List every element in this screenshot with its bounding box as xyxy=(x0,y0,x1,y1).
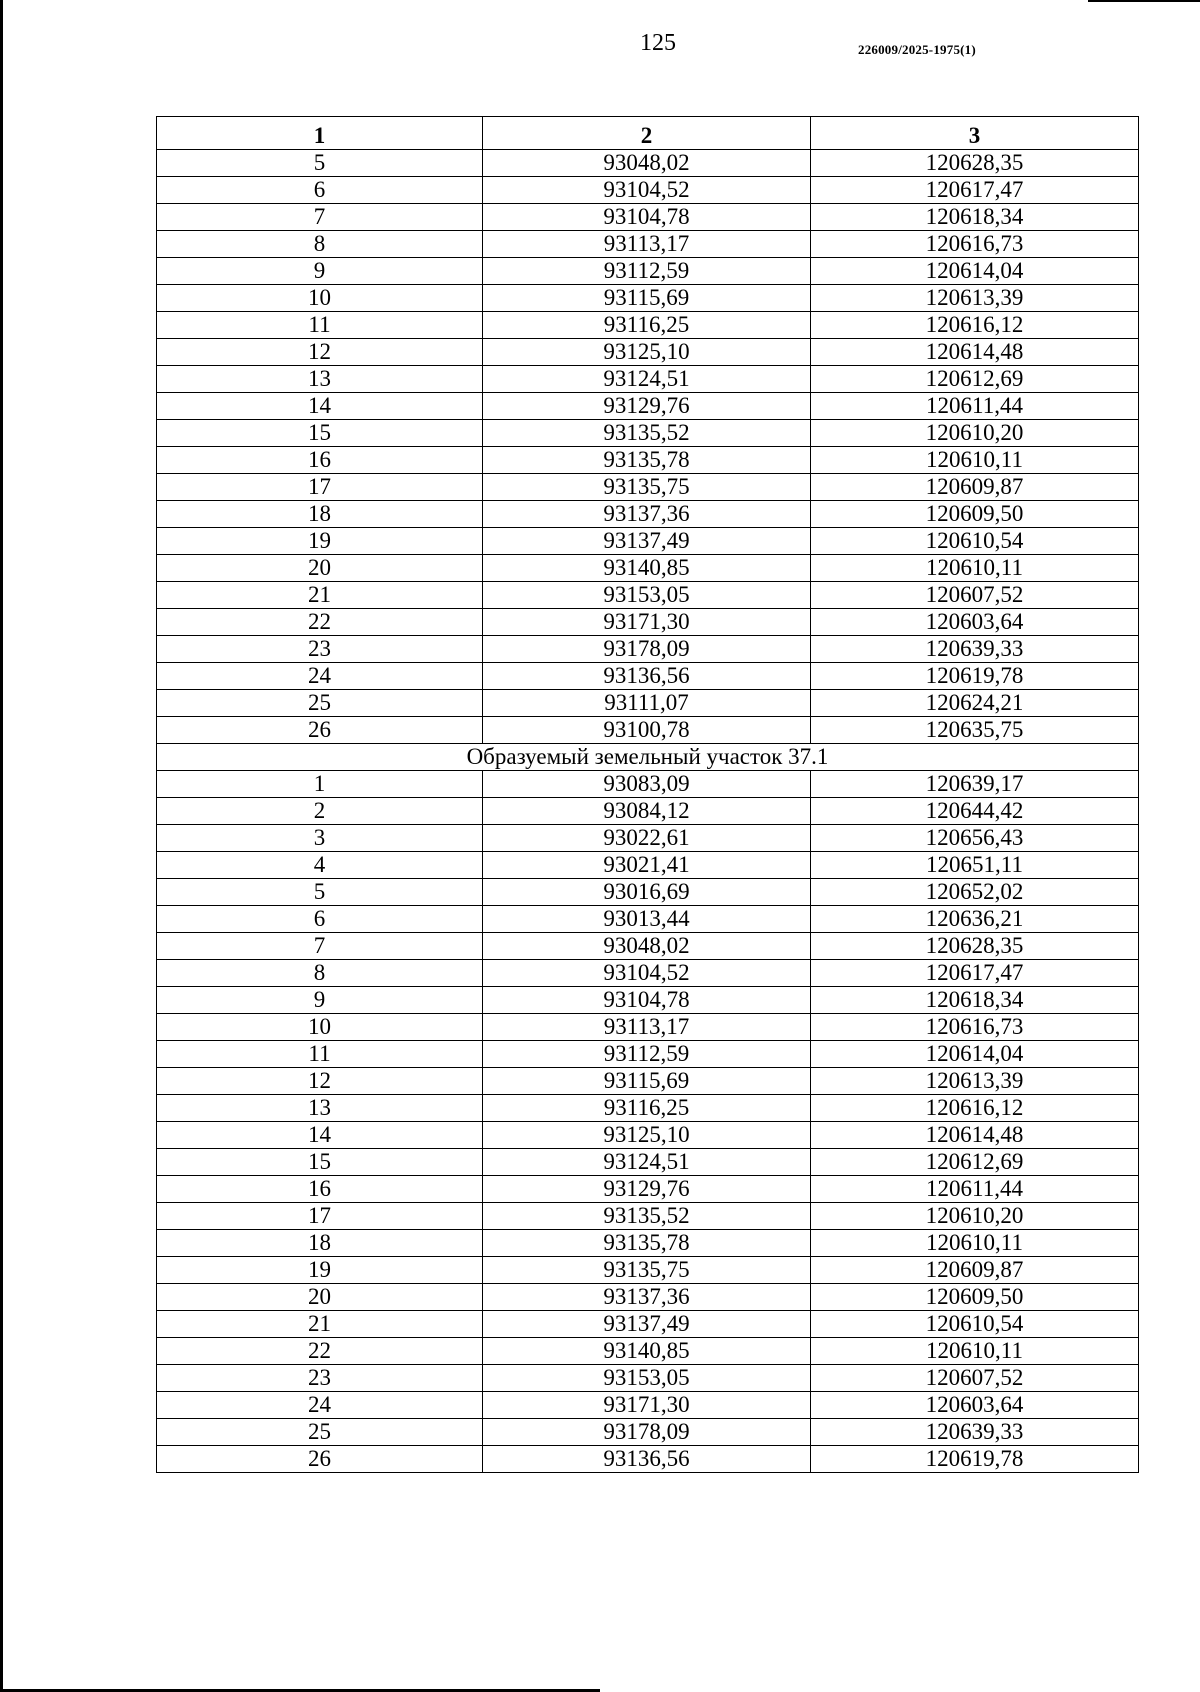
table-row xyxy=(157,1446,1139,1473)
point-number-cell: 17 xyxy=(157,474,483,501)
y-coordinate-cell: 120636,21 xyxy=(811,906,1139,933)
y-coordinate-cell: 120617,47 xyxy=(811,177,1139,204)
y-coordinate-cell: 120614,04 xyxy=(811,258,1139,285)
y-coordinate-cell: 120610,11 xyxy=(811,1230,1139,1257)
x-coordinate-cell: 93083,09 xyxy=(483,771,811,798)
column-header-2: 2 xyxy=(483,117,811,150)
table-row xyxy=(157,555,1139,582)
table-row xyxy=(157,1338,1139,1365)
point-number-cell: 19 xyxy=(157,528,483,555)
y-coordinate-cell: 120610,54 xyxy=(811,1311,1139,1338)
x-coordinate-cell: 93171,30 xyxy=(483,609,811,636)
y-coordinate-cell: 120619,78 xyxy=(811,1446,1139,1473)
x-coordinate-cell: 93104,78 xyxy=(483,204,811,231)
x-coordinate-cell: 93140,85 xyxy=(483,1338,811,1365)
point-number-cell: 16 xyxy=(157,1176,483,1203)
y-coordinate-cell: 120616,73 xyxy=(811,231,1139,258)
y-coordinate-cell: 120612,69 xyxy=(811,366,1139,393)
x-coordinate-cell: 93104,52 xyxy=(483,177,811,204)
point-number-cell: 5 xyxy=(157,150,483,177)
table-row xyxy=(157,1149,1139,1176)
column-header-1: 1 xyxy=(157,117,483,150)
x-coordinate-cell: 93104,78 xyxy=(483,987,811,1014)
point-number-cell: 9 xyxy=(157,258,483,285)
x-coordinate-cell: 93135,75 xyxy=(483,474,811,501)
x-coordinate-cell: 93016,69 xyxy=(483,879,811,906)
point-number-cell: 26 xyxy=(157,1446,483,1473)
table-row xyxy=(157,1095,1139,1122)
point-number-cell: 23 xyxy=(157,636,483,663)
table-row xyxy=(157,312,1139,339)
x-coordinate-cell: 93137,49 xyxy=(483,528,811,555)
point-number-cell: 12 xyxy=(157,1068,483,1095)
point-number-cell: 14 xyxy=(157,393,483,420)
point-number-cell: 13 xyxy=(157,1095,483,1122)
table-row xyxy=(157,1365,1139,1392)
table-row xyxy=(157,393,1139,420)
table-row xyxy=(157,1311,1139,1338)
table-row xyxy=(157,258,1139,285)
table-row xyxy=(157,150,1139,177)
y-coordinate-cell: 120616,12 xyxy=(811,312,1139,339)
point-number-cell: 8 xyxy=(157,231,483,258)
x-coordinate-cell: 93084,12 xyxy=(483,798,811,825)
y-coordinate-cell: 120612,69 xyxy=(811,1149,1139,1176)
x-coordinate-cell: 93178,09 xyxy=(483,1419,811,1446)
y-coordinate-cell: 120619,78 xyxy=(811,663,1139,690)
point-number-cell: 4 xyxy=(157,852,483,879)
table-row xyxy=(157,1284,1139,1311)
x-coordinate-cell: 93013,44 xyxy=(483,906,811,933)
x-coordinate-cell: 93125,10 xyxy=(483,339,811,366)
y-coordinate-cell: 120628,35 xyxy=(811,150,1139,177)
y-coordinate-cell: 120610,11 xyxy=(811,1338,1139,1365)
y-coordinate-cell: 120613,39 xyxy=(811,285,1139,312)
table-row xyxy=(157,447,1139,474)
x-coordinate-cell: 93171,30 xyxy=(483,1392,811,1419)
point-number-cell: 19 xyxy=(157,1257,483,1284)
point-number-cell: 2 xyxy=(157,798,483,825)
x-coordinate-cell: 93124,51 xyxy=(483,366,811,393)
y-coordinate-cell: 120628,35 xyxy=(811,933,1139,960)
point-number-cell: 1 xyxy=(157,771,483,798)
y-coordinate-cell: 120639,33 xyxy=(811,1419,1139,1446)
point-number-cell: 18 xyxy=(157,501,483,528)
point-number-cell: 24 xyxy=(157,663,483,690)
table-row xyxy=(157,987,1139,1014)
table-row xyxy=(157,366,1139,393)
table-header-row xyxy=(157,117,1139,150)
y-coordinate-cell: 120651,11 xyxy=(811,852,1139,879)
table-row xyxy=(157,1392,1139,1419)
point-number-cell: 3 xyxy=(157,825,483,852)
point-number-cell: 9 xyxy=(157,987,483,1014)
table-row xyxy=(157,1257,1139,1284)
x-coordinate-cell: 93125,10 xyxy=(483,1122,811,1149)
y-coordinate-cell: 120614,48 xyxy=(811,339,1139,366)
x-coordinate-cell: 93135,78 xyxy=(483,1230,811,1257)
table-row xyxy=(157,474,1139,501)
y-coordinate-cell: 120614,48 xyxy=(811,1122,1139,1149)
point-number-cell: 7 xyxy=(157,204,483,231)
table-row xyxy=(157,933,1139,960)
x-coordinate-cell: 93137,49 xyxy=(483,1311,811,1338)
x-coordinate-cell: 93137,36 xyxy=(483,1284,811,1311)
y-coordinate-cell: 120609,87 xyxy=(811,1257,1139,1284)
y-coordinate-cell: 120610,11 xyxy=(811,447,1139,474)
x-coordinate-cell: 93048,02 xyxy=(483,933,811,960)
point-number-cell: 10 xyxy=(157,285,483,312)
point-number-cell: 15 xyxy=(157,1149,483,1176)
y-coordinate-cell: 120613,39 xyxy=(811,1068,1139,1095)
x-coordinate-cell: 93115,69 xyxy=(483,1068,811,1095)
y-coordinate-cell: 120610,11 xyxy=(811,555,1139,582)
page-number: 125 xyxy=(640,30,676,56)
point-number-cell: 21 xyxy=(157,1311,483,1338)
point-number-cell: 5 xyxy=(157,879,483,906)
scan-top-edge xyxy=(1088,0,1200,2)
document-code: 226009/2025-1975(1) xyxy=(858,42,976,57)
table-row xyxy=(157,285,1139,312)
point-number-cell: 6 xyxy=(157,906,483,933)
point-number-cell: 13 xyxy=(157,366,483,393)
x-coordinate-cell: 93116,25 xyxy=(483,1095,811,1122)
table-row xyxy=(157,528,1139,555)
table-row xyxy=(157,906,1139,933)
y-coordinate-cell: 120610,20 xyxy=(811,1203,1139,1230)
point-number-cell: 8 xyxy=(157,960,483,987)
x-coordinate-cell: 93104,52 xyxy=(483,960,811,987)
y-coordinate-cell: 120644,42 xyxy=(811,798,1139,825)
y-coordinate-cell: 120639,17 xyxy=(811,771,1139,798)
table-row xyxy=(157,879,1139,906)
y-coordinate-cell: 120639,33 xyxy=(811,636,1139,663)
point-number-cell: 26 xyxy=(157,717,483,744)
x-coordinate-cell: 93135,78 xyxy=(483,447,811,474)
x-coordinate-cell: 93115,69 xyxy=(483,285,811,312)
x-coordinate-cell: 93140,85 xyxy=(483,555,811,582)
x-coordinate-cell: 93153,05 xyxy=(483,1365,811,1392)
table-row xyxy=(157,1122,1139,1149)
table-row xyxy=(157,663,1139,690)
table-row xyxy=(157,501,1139,528)
y-coordinate-cell: 120603,64 xyxy=(811,609,1139,636)
y-coordinate-cell: 120635,75 xyxy=(811,717,1139,744)
table-row xyxy=(157,960,1139,987)
y-coordinate-cell: 120609,50 xyxy=(811,501,1139,528)
point-number-cell: 18 xyxy=(157,1230,483,1257)
x-coordinate-cell: 93021,41 xyxy=(483,852,811,879)
coordinates-table-body xyxy=(157,117,1139,1473)
coordinates-table xyxy=(156,116,1139,1473)
point-number-cell: 24 xyxy=(157,1392,483,1419)
table-row xyxy=(157,582,1139,609)
x-coordinate-cell: 93100,78 xyxy=(483,717,811,744)
y-coordinate-cell: 120624,21 xyxy=(811,690,1139,717)
y-coordinate-cell: 120610,20 xyxy=(811,420,1139,447)
x-coordinate-cell: 93113,17 xyxy=(483,1014,811,1041)
table-row xyxy=(157,1230,1139,1257)
point-number-cell: 16 xyxy=(157,447,483,474)
table-row xyxy=(157,825,1139,852)
y-coordinate-cell: 120607,52 xyxy=(811,1365,1139,1392)
column-header-3: 3 xyxy=(811,117,1139,150)
table-row xyxy=(157,1041,1139,1068)
point-number-cell: 11 xyxy=(157,1041,483,1068)
y-coordinate-cell: 120616,73 xyxy=(811,1014,1139,1041)
table-row xyxy=(157,636,1139,663)
x-coordinate-cell: 93113,17 xyxy=(483,231,811,258)
x-coordinate-cell: 93129,76 xyxy=(483,1176,811,1203)
x-coordinate-cell: 93111,07 xyxy=(483,690,811,717)
y-coordinate-cell: 120614,04 xyxy=(811,1041,1139,1068)
point-number-cell: 25 xyxy=(157,690,483,717)
table-row xyxy=(157,420,1139,447)
x-coordinate-cell: 93135,52 xyxy=(483,1203,811,1230)
y-coordinate-cell: 120656,43 xyxy=(811,825,1139,852)
y-coordinate-cell: 120609,87 xyxy=(811,474,1139,501)
x-coordinate-cell: 93136,56 xyxy=(483,663,811,690)
point-number-cell: 14 xyxy=(157,1122,483,1149)
point-number-cell: 17 xyxy=(157,1203,483,1230)
x-coordinate-cell: 93129,76 xyxy=(483,393,811,420)
point-number-cell: 25 xyxy=(157,1419,483,1446)
y-coordinate-cell: 120611,44 xyxy=(811,1176,1139,1203)
table-row xyxy=(157,717,1139,744)
table-row xyxy=(157,177,1139,204)
point-number-cell: 15 xyxy=(157,420,483,447)
y-coordinate-cell: 120652,02 xyxy=(811,879,1139,906)
y-coordinate-cell: 120617,47 xyxy=(811,960,1139,987)
y-coordinate-cell: 120609,50 xyxy=(811,1284,1139,1311)
table-row xyxy=(157,690,1139,717)
section-row xyxy=(157,744,1139,771)
x-coordinate-cell: 93022,61 xyxy=(483,825,811,852)
x-coordinate-cell: 93112,59 xyxy=(483,258,811,285)
table-row xyxy=(157,1176,1139,1203)
table-row xyxy=(157,798,1139,825)
y-coordinate-cell: 120607,52 xyxy=(811,582,1139,609)
x-coordinate-cell: 93135,75 xyxy=(483,1257,811,1284)
x-coordinate-cell: 93153,05 xyxy=(483,582,811,609)
point-number-cell: 11 xyxy=(157,312,483,339)
point-number-cell: 20 xyxy=(157,1284,483,1311)
y-coordinate-cell: 120616,12 xyxy=(811,1095,1139,1122)
y-coordinate-cell: 120611,44 xyxy=(811,393,1139,420)
y-coordinate-cell: 120603,64 xyxy=(811,1392,1139,1419)
x-coordinate-cell: 93136,56 xyxy=(483,1446,811,1473)
x-coordinate-cell: 93135,52 xyxy=(483,420,811,447)
point-number-cell: 7 xyxy=(157,933,483,960)
table-row xyxy=(157,1419,1139,1446)
table-row xyxy=(157,609,1139,636)
y-coordinate-cell: 120618,34 xyxy=(811,204,1139,231)
x-coordinate-cell: 93116,25 xyxy=(483,312,811,339)
table-row xyxy=(157,231,1139,258)
point-number-cell: 22 xyxy=(157,1338,483,1365)
table-row xyxy=(157,1068,1139,1095)
x-coordinate-cell: 93048,02 xyxy=(483,150,811,177)
y-coordinate-cell: 120610,54 xyxy=(811,528,1139,555)
point-number-cell: 23 xyxy=(157,1365,483,1392)
point-number-cell: 10 xyxy=(157,1014,483,1041)
table-row xyxy=(157,339,1139,366)
x-coordinate-cell: 93112,59 xyxy=(483,1041,811,1068)
x-coordinate-cell: 93178,09 xyxy=(483,636,811,663)
table-row xyxy=(157,852,1139,879)
point-number-cell: 6 xyxy=(157,177,483,204)
table-row xyxy=(157,204,1139,231)
table-row xyxy=(157,771,1139,798)
scan-left-edge xyxy=(0,0,3,1692)
y-coordinate-cell: 120618,34 xyxy=(811,987,1139,1014)
section-title: Образуемый земельный участок 37.1 xyxy=(157,744,1139,771)
point-number-cell: 22 xyxy=(157,609,483,636)
table-row xyxy=(157,1203,1139,1230)
x-coordinate-cell: 93124,51 xyxy=(483,1149,811,1176)
table-row xyxy=(157,1014,1139,1041)
point-number-cell: 12 xyxy=(157,339,483,366)
point-number-cell: 20 xyxy=(157,555,483,582)
x-coordinate-cell: 93137,36 xyxy=(483,501,811,528)
point-number-cell: 21 xyxy=(157,582,483,609)
